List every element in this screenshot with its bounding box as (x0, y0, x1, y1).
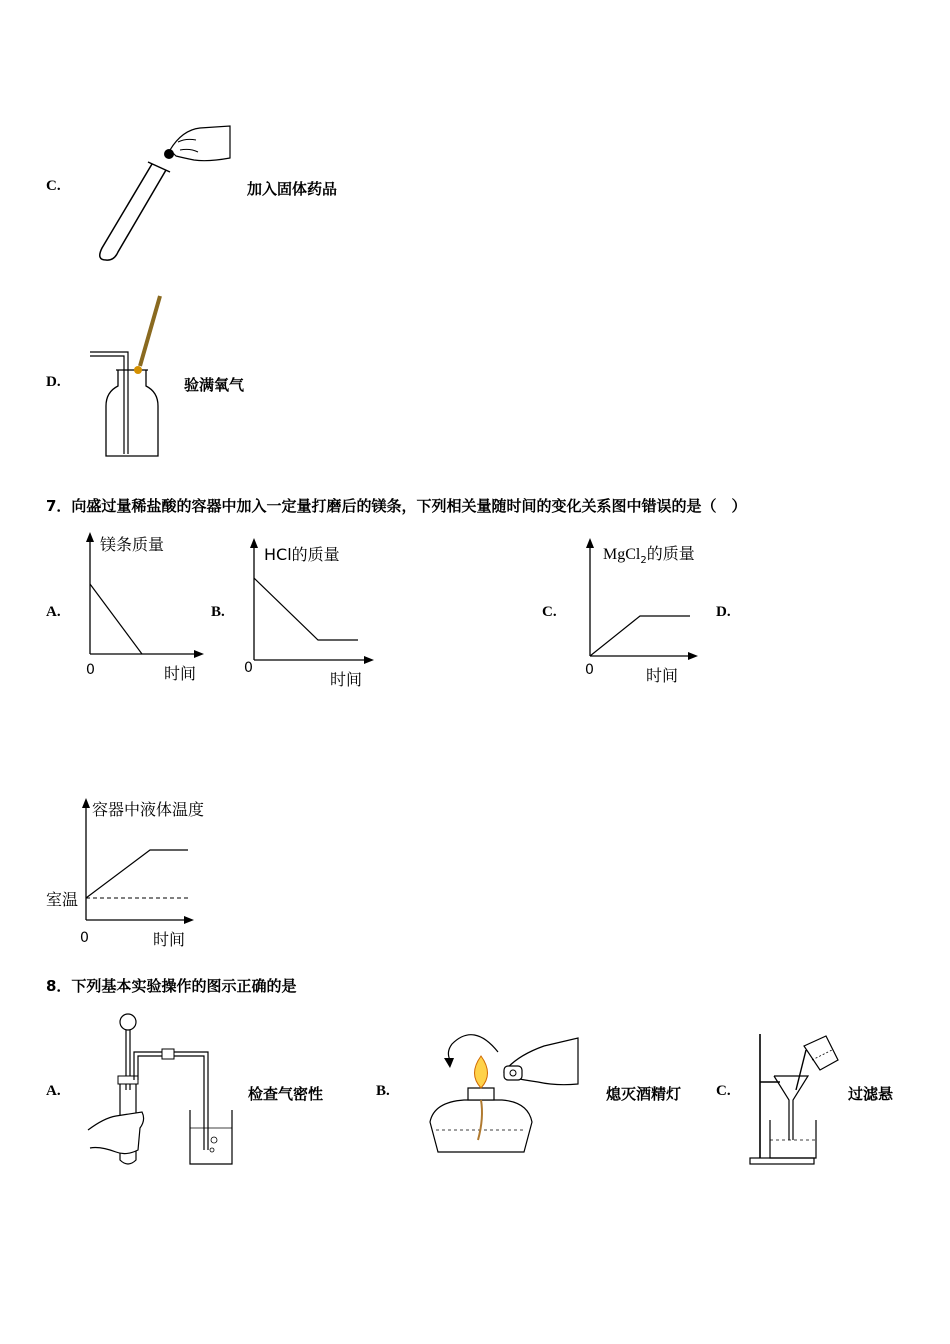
graph-b-letter: B. (211, 604, 225, 620)
graph-c-ylabel-tail: 的质量 (646, 544, 695, 563)
q8-option-b-caption: 熄灭酒精灯 (606, 1085, 682, 1103)
graph-b-xlabel: 时间 (330, 670, 363, 689)
graph-c-origin: 0 (585, 662, 594, 678)
graph-c-ylabel-main: MgCl (603, 546, 641, 563)
graph-c-curve (590, 616, 690, 656)
q8-option-b-letter: B. (376, 1083, 390, 1099)
graph-b-curve (254, 578, 358, 640)
graph-a-ylabel: 镁条质量 (100, 535, 165, 554)
graph-d-baseline-label: 室温 (46, 890, 79, 909)
question-7-stem: 7．向盛过量稀盐酸的容器中加入一定量打磨后的镁条，下列相关量随时间的变化关系图中错误的是（ ） (46, 497, 747, 515)
q8-option-c-letter: C. (716, 1083, 731, 1099)
graph-a-curve (90, 584, 142, 654)
graph-a-letter: A. (46, 604, 61, 620)
graph-b-ylabel: HCl的质量 (264, 545, 340, 564)
graph-d-ylabel: 容器中液体温度 (92, 800, 205, 819)
graph-d-letter: D. (716, 604, 731, 620)
filtration-illustration (746, 1030, 842, 1168)
option-c-caption: 加入固体药品 (247, 180, 338, 198)
q8-option-a-caption: 检查气密性 (248, 1085, 324, 1103)
question-8-stem: 8．下列基本实验操作的图示正确的是 (46, 977, 297, 995)
graph-c-xlabel: 时间 (646, 666, 679, 685)
graph-a-origin: 0 (86, 662, 95, 678)
graph-c-ylabel-sub: 2 (640, 555, 647, 567)
q8-option-a-letter: A. (46, 1083, 61, 1099)
option-d-caption: 验满氧气 (184, 376, 245, 394)
graph-b-origin: 0 (244, 660, 253, 676)
graph-d-xlabel: 时间 (153, 930, 186, 949)
graph-c-ylabel (603, 541, 695, 566)
option-d-letter: D. (46, 374, 61, 390)
q8-option-c-caption: 过滤悬 (848, 1085, 894, 1103)
graph-d-curve (86, 850, 188, 898)
test-tube-illustration (90, 120, 250, 265)
option-c-letter: C. (46, 178, 61, 194)
alcohol-lamp-illustration (424, 1022, 580, 1160)
graph-c-letter: C. (542, 604, 557, 620)
airtightness-illustration (86, 1010, 238, 1170)
graph-d-origin: 0 (80, 930, 89, 946)
gas-bottle-illustration (88, 294, 178, 464)
graph-a-xlabel: 时间 (164, 664, 197, 683)
